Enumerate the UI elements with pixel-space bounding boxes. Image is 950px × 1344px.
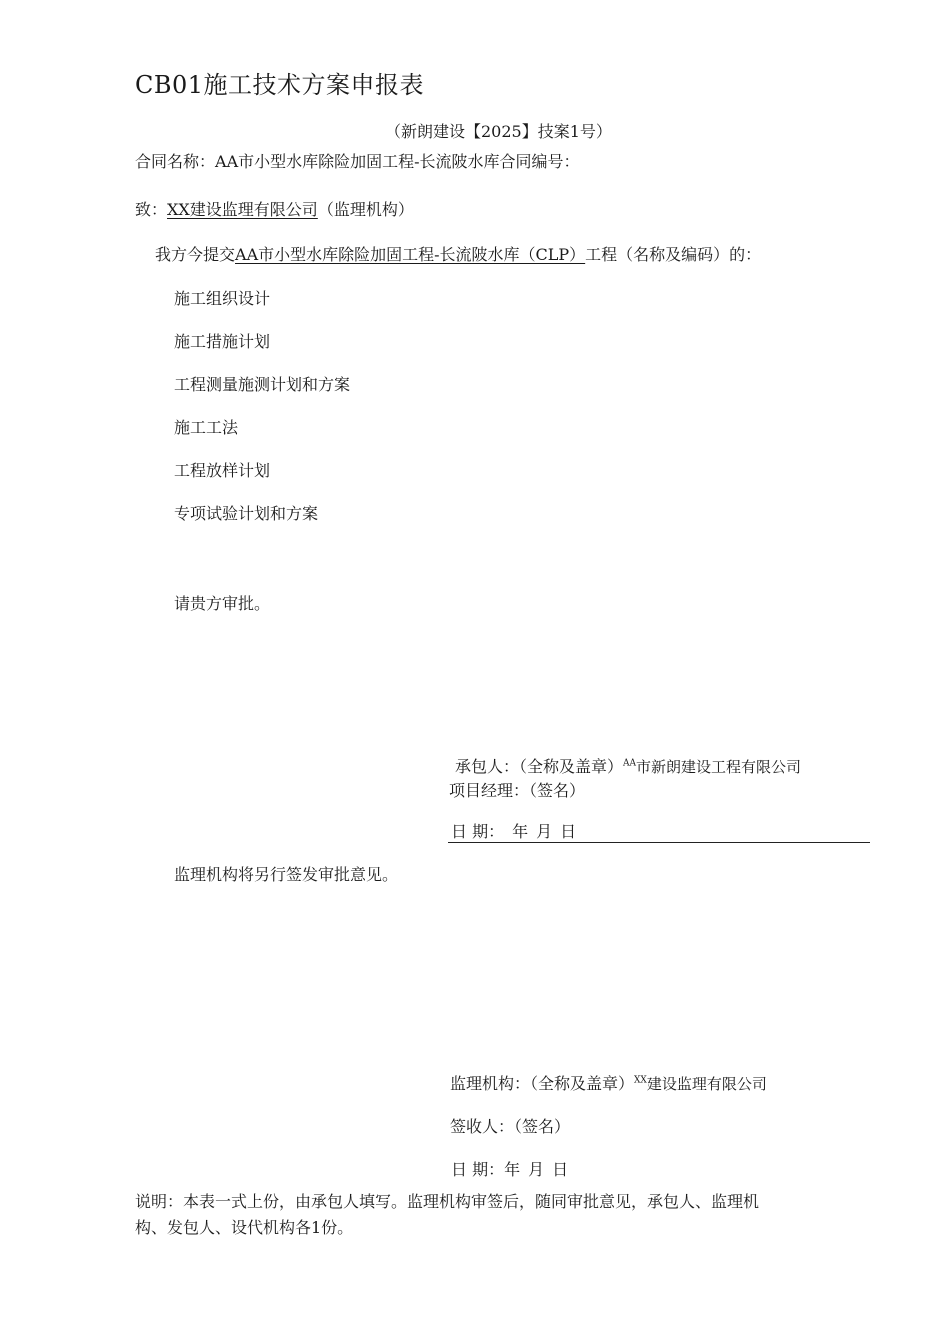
addressee-line <box>135 200 414 220</box>
supervisor-line <box>450 1074 767 1094</box>
submission-prefix: 我方今提交 <box>155 245 236 264</box>
supervisor-prefix: XX <box>634 1075 647 1086</box>
date-day: 日 <box>560 822 577 841</box>
list-item: 专项试验计划和方案 <box>174 504 319 523</box>
date-label: 日 期： <box>451 822 505 841</box>
contractor-name: 市新朗建设工程有限公司 <box>636 758 802 776</box>
project-name: AA市小型水库除险加固工程-长流陂水库（CLP） <box>235 245 586 264</box>
contract-name-label: 合同名称： <box>135 152 216 171</box>
addressee-suffix: （监理机构） <box>317 200 414 219</box>
contractor-prefix: AA <box>623 758 637 769</box>
date-year: 年 <box>504 1160 521 1179</box>
supervisor-date-line <box>451 1160 568 1180</box>
receiver-line: 签收人：（签名） <box>450 1117 571 1136</box>
form-title: CB01施工技术方案申报表 <box>135 71 425 99</box>
date-label: 日 期： <box>451 1160 505 1179</box>
list-item: 工程放样计划 <box>174 461 271 480</box>
document-number: （新朗建设【2025】技案1号） <box>385 122 612 141</box>
date-day: 日 <box>552 1160 569 1179</box>
supervision-org: XX建设监理有限公司 <box>167 200 318 219</box>
date-underline <box>448 842 870 843</box>
contractor-label: 承包人：（全称及盖章） <box>455 757 624 776</box>
note-line-1: 说明：本表一式上份，由承包人填写。监理机构审签后，随同审批意见，承包人、监理机 <box>135 1192 760 1211</box>
date-month: 月 <box>528 1160 545 1179</box>
contract-name: AA市小型水库除险加固工程-长流陂水库 <box>215 152 500 171</box>
date-year: 年 <box>512 822 529 841</box>
list-item: 施工措施计划 <box>174 332 271 351</box>
supervisor-name: 建设监理有限公司 <box>646 1075 767 1093</box>
note-line-2: 构、发包人、设代机构各1份。 <box>135 1218 354 1237</box>
approval-request: 请贵方审批。 <box>174 594 271 613</box>
supervisor-note: 监理机构将另行签发审批意见。 <box>174 865 399 884</box>
list-item: 施工工法 <box>174 418 239 437</box>
list-item: 工程测量施测计划和方案 <box>174 375 351 394</box>
contract-line <box>135 152 580 172</box>
submission-line <box>155 245 761 265</box>
addressee-prefix: 致： <box>135 200 168 219</box>
submission-suffix: 工程（名称及编码）的： <box>585 245 762 264</box>
supervisor-label: 监理机构：（全称及盖章） <box>450 1074 635 1093</box>
contractor-date-line <box>451 822 576 842</box>
project-manager-line: 项目经理：（签名） <box>449 781 586 800</box>
contractor-line <box>455 757 801 777</box>
list-item: 施工组织设计 <box>174 289 271 308</box>
date-month: 月 <box>536 822 553 841</box>
contract-number-label: 合同编号： <box>499 152 580 171</box>
